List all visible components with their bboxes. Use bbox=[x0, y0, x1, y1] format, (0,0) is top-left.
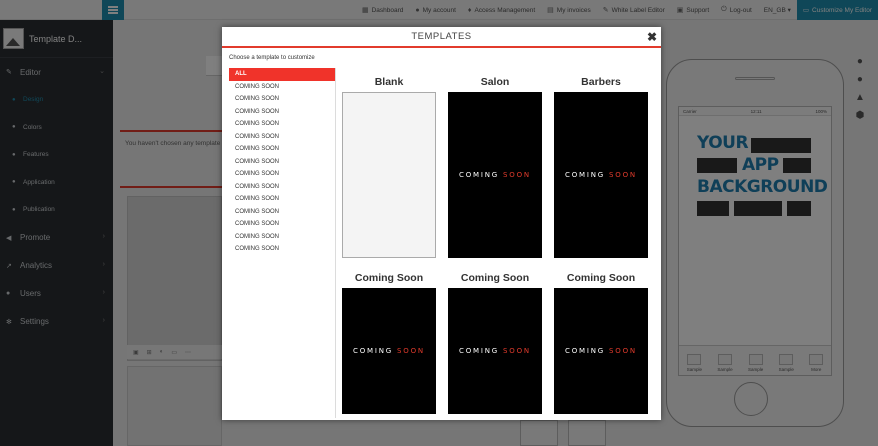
preview-text-white: COMING bbox=[565, 347, 606, 355]
category-item[interactable]: COMING SOON bbox=[235, 121, 280, 128]
template-preview bbox=[342, 288, 436, 414]
coming-soon-label bbox=[459, 171, 531, 179]
preview-text-white: COMING bbox=[565, 171, 606, 179]
template-name: Barbers bbox=[581, 76, 621, 88]
preview-text-red: SOON bbox=[397, 347, 425, 355]
modal-title: TEMPLATES bbox=[411, 31, 472, 42]
category-item[interactable]: COMING SOON bbox=[235, 221, 280, 228]
modal-header bbox=[222, 27, 661, 48]
template-preview bbox=[448, 288, 542, 414]
category-item[interactable]: COMING SOON bbox=[235, 146, 280, 153]
coming-soon-label bbox=[459, 347, 531, 355]
preview-text-red: SOON bbox=[503, 171, 531, 179]
preview-text-red: SOON bbox=[609, 171, 637, 179]
template-name: Coming Soon bbox=[354, 272, 424, 284]
category-item[interactable]: COMING SOON bbox=[235, 133, 280, 140]
template-preview bbox=[448, 92, 542, 258]
template-name: Salon bbox=[480, 76, 510, 88]
preview-text-red: SOON bbox=[503, 347, 531, 355]
preview-text-white: COMING bbox=[459, 171, 500, 179]
template-name: Coming Soon bbox=[566, 272, 636, 284]
category-item[interactable]: COMING SOON bbox=[235, 96, 280, 103]
template-card-blank[interactable] bbox=[342, 68, 436, 258]
coming-soon-label bbox=[565, 171, 637, 179]
category-list bbox=[229, 68, 335, 256]
template-card-coming-soon[interactable] bbox=[448, 264, 542, 414]
preview-text-white: COMING bbox=[353, 347, 394, 355]
template-name: Blank bbox=[374, 76, 404, 88]
template-card-salon[interactable] bbox=[448, 68, 542, 258]
modal-body bbox=[222, 50, 661, 420]
template-grid bbox=[336, 68, 655, 420]
preview-text-white: COMING bbox=[459, 347, 500, 355]
template-card-coming-soon[interactable] bbox=[342, 264, 436, 414]
category-item[interactable]: COMING SOON bbox=[235, 208, 280, 215]
category-item[interactable]: COMING SOON bbox=[235, 233, 280, 240]
category-item[interactable]: COMING SOON bbox=[235, 158, 280, 165]
coming-soon-label bbox=[565, 347, 637, 355]
template-hint: Choose a template to customize bbox=[229, 55, 315, 61]
category-all[interactable]: ALL bbox=[229, 68, 335, 81]
template-preview-blank bbox=[342, 92, 436, 258]
category-item[interactable]: COMING SOON bbox=[235, 196, 280, 203]
close-icon[interactable]: ✖ bbox=[646, 30, 657, 44]
preview-text-red: SOON bbox=[609, 347, 637, 355]
templates-modal bbox=[222, 27, 661, 420]
category-item[interactable]: COMING SOON bbox=[235, 246, 280, 253]
template-card-coming-soon[interactable] bbox=[554, 264, 648, 414]
template-preview bbox=[554, 92, 648, 258]
category-item[interactable]: COMING SOON bbox=[235, 171, 280, 178]
category-item[interactable]: COMING SOON bbox=[235, 83, 280, 90]
template-card-barbers[interactable] bbox=[554, 68, 648, 258]
template-preview bbox=[554, 288, 648, 414]
template-name: Coming Soon bbox=[460, 272, 530, 284]
coming-soon-label bbox=[353, 347, 425, 355]
category-item[interactable]: COMING SOON bbox=[235, 183, 280, 190]
category-item[interactable]: COMING SOON bbox=[235, 108, 280, 115]
